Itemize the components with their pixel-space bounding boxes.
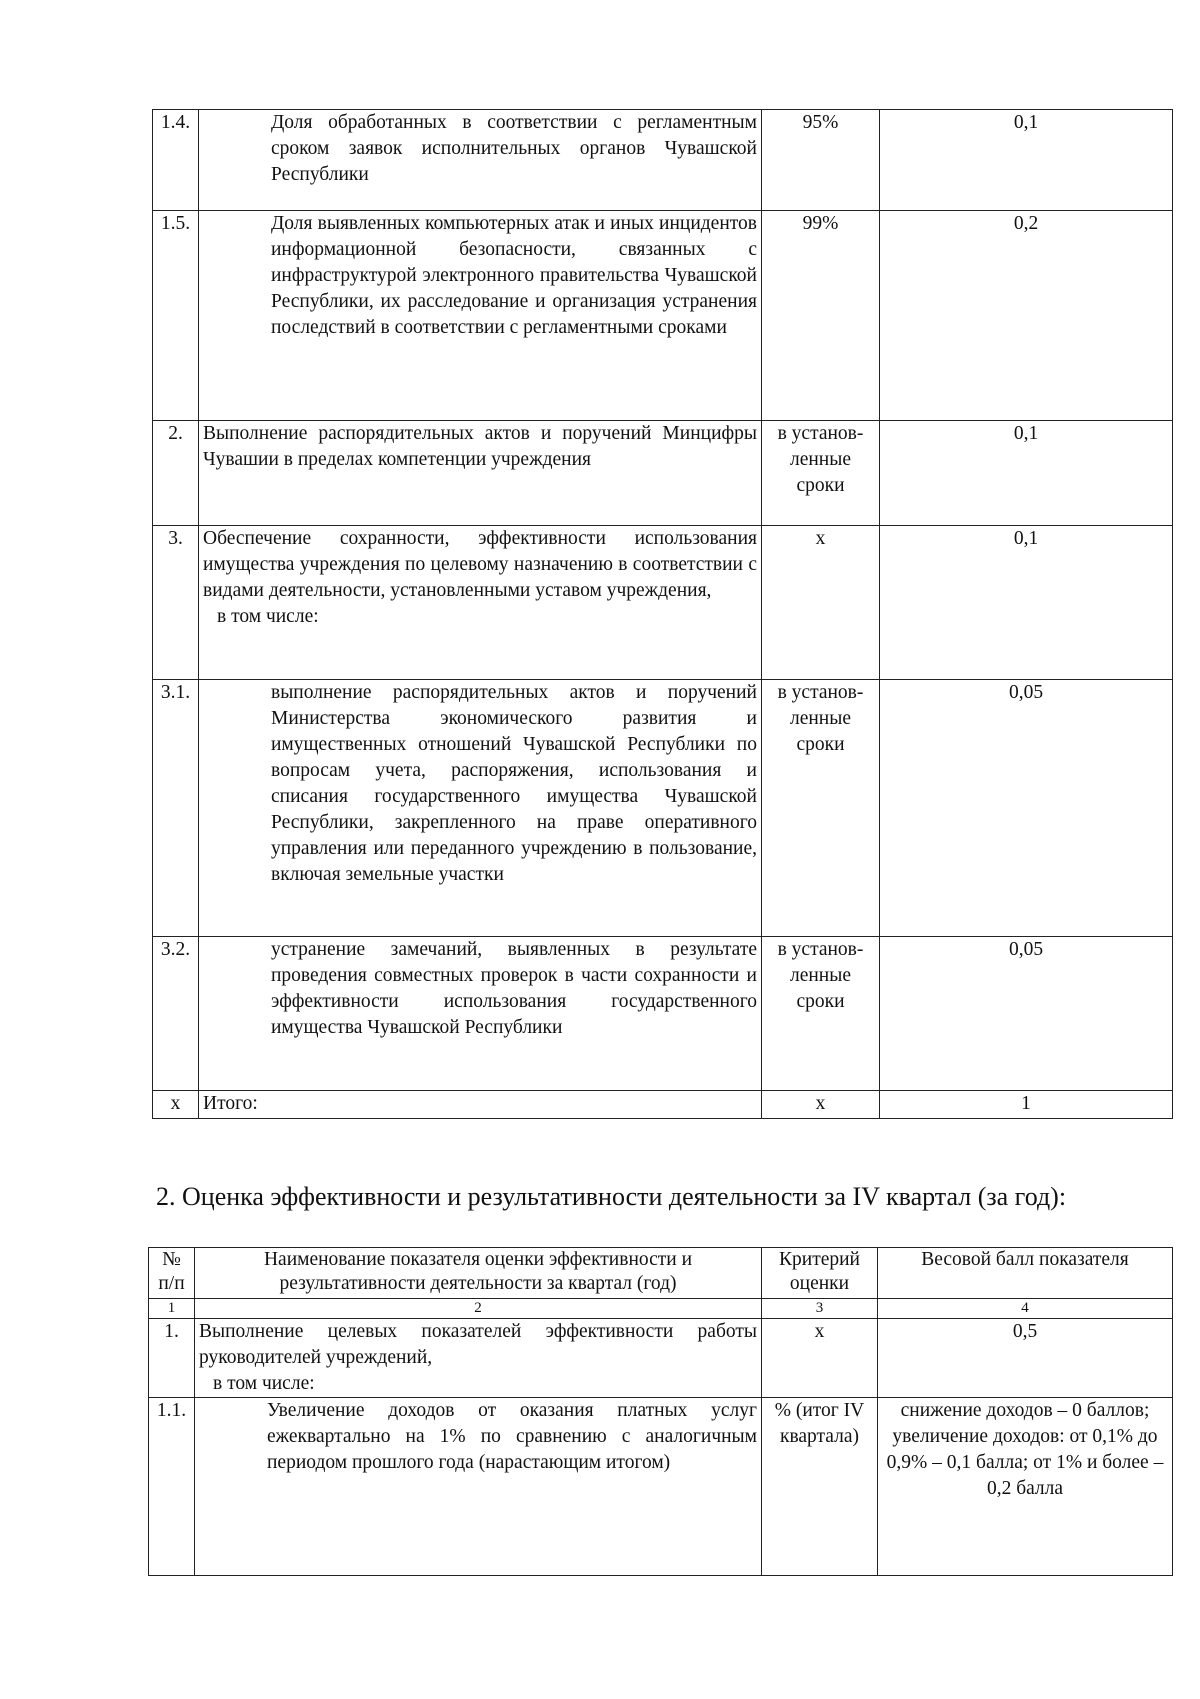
header-criterion: Критерий оценки xyxy=(762,1248,878,1299)
indicator-name: Увеличение доходов от оказания платных услуг ежеквартально на 1% по сравнению с аналогичным периодом прошлого года (нарастающим итогом) xyxy=(195,1398,762,1576)
row-number: 3.2. xyxy=(153,937,199,1091)
weight-score: 0,1 xyxy=(880,526,1173,680)
row-number: 3. xyxy=(153,526,199,680)
table-row xyxy=(153,526,1173,680)
evaluation-criterion: 95% xyxy=(762,110,880,211)
column-number: 4 xyxy=(878,1299,1173,1319)
indicator-name: устранение замечаний, выявленных в результате проведения совместных проверок в части сохранности и эффективности использования государственного имущества Чувашской Республики xyxy=(199,937,762,1091)
total-weight: 1 xyxy=(880,1091,1173,1119)
indicator-name: Выполнение распорядительных актов и поручений Минцифры Чувашии в пределах компетенции учреждения xyxy=(199,421,762,526)
table-row xyxy=(153,937,1173,1091)
indicators-table-continued xyxy=(152,109,1173,1119)
row-number: 3.1. xyxy=(153,680,199,937)
column-number: 1 xyxy=(149,1299,195,1319)
indicator-name: выполнение распорядительных актов и поручений Министерства экономического развития и имущественных отношений Чувашской Республики по вопросам учета, распоряжения, использования и списания государственного имущества Чувашской Республики, закрепленного на праве оперативного управления или переданного учреждению в пользование, включая земельные участки xyxy=(199,680,762,937)
section-heading: 2. Оценка эффективности и результативности деятельности за IV квартал (за год): xyxy=(156,1182,1067,1211)
table-row xyxy=(149,1398,1173,1576)
row-number: х xyxy=(153,1091,199,1119)
total-row xyxy=(153,1091,1173,1119)
indicator-name: Доля выявленных компьютерных атак и иных инцидентов информационной безопасности, связанных с инфраструктурой электронного правительства Чувашской Республики, их расследование и организация устранения последствий в соответствии с регламентными сроками xyxy=(199,211,762,421)
weight-score: 0,1 xyxy=(880,421,1173,526)
row-number: 1.1. xyxy=(149,1398,195,1576)
table-row xyxy=(153,110,1173,211)
column-number: 2 xyxy=(195,1299,762,1319)
table-row xyxy=(149,1319,1173,1398)
indicator-subnote: в том числе: xyxy=(213,1373,315,1394)
evaluation-criterion: 99% xyxy=(762,211,880,421)
indicator-name-cell xyxy=(195,1319,762,1398)
evaluation-criterion: х xyxy=(762,1091,880,1119)
weight-score: 0,1 xyxy=(880,110,1173,211)
indicator-subnote: в том числе: xyxy=(217,606,319,627)
evaluation-criterion: в установ-ленные сроки xyxy=(762,680,880,937)
table-row xyxy=(153,211,1173,421)
row-number: 2. xyxy=(153,421,199,526)
indicator-name: Выполнение целевых показателей эффективности работы руководителей учреждений, xyxy=(199,1321,757,1368)
weight-score: 0,05 xyxy=(880,680,1173,937)
row-number: 1.4. xyxy=(153,110,199,211)
table-row xyxy=(153,680,1173,937)
weight-score: 0,2 xyxy=(880,211,1173,421)
evaluation-criterion: х xyxy=(762,1319,878,1398)
row-number: 1.5. xyxy=(153,211,199,421)
column-number: 3 xyxy=(762,1299,878,1319)
row-number: 1. xyxy=(149,1319,195,1398)
weight-score: 0,05 xyxy=(880,937,1173,1091)
indicator-name: Доля обработанных в соответствии с регламентным сроком заявок исполнительных органов Чувашской Республики xyxy=(199,110,762,211)
indicator-name: Обеспечение сохранности, эффективности использования имущества учреждения по целевому назначению в соответствии с видами деятельности, установленными уставом учреждения, xyxy=(203,528,757,601)
total-label: Итого: xyxy=(199,1091,762,1119)
evaluation-criterion: % (итог IV квартала) xyxy=(762,1398,878,1576)
evaluation-criterion: в установ-ленные сроки xyxy=(762,421,880,526)
header-indicator-name: Наименование показателя оценки эффективности и результативности деятельности за квартал (год) xyxy=(195,1248,762,1299)
weight-score: снижение доходов – 0 баллов; увеличение доходов: от 0,1% до 0,9% – 0,1 балла; от 1% и более – 0,2 балла xyxy=(878,1398,1173,1576)
table-header-row xyxy=(149,1248,1173,1299)
table-row xyxy=(153,421,1173,526)
header-number: № п/п xyxy=(149,1248,195,1299)
quarterly-evaluation-table xyxy=(148,1247,1173,1576)
weight-score: 0,5 xyxy=(878,1319,1173,1398)
evaluation-criterion: х xyxy=(762,526,880,680)
indicator-name-cell xyxy=(199,526,762,680)
evaluation-criterion: в установ-ленные сроки xyxy=(762,937,880,1091)
header-weight: Весовой балл показателя xyxy=(878,1248,1173,1299)
column-number-row xyxy=(149,1299,1173,1319)
